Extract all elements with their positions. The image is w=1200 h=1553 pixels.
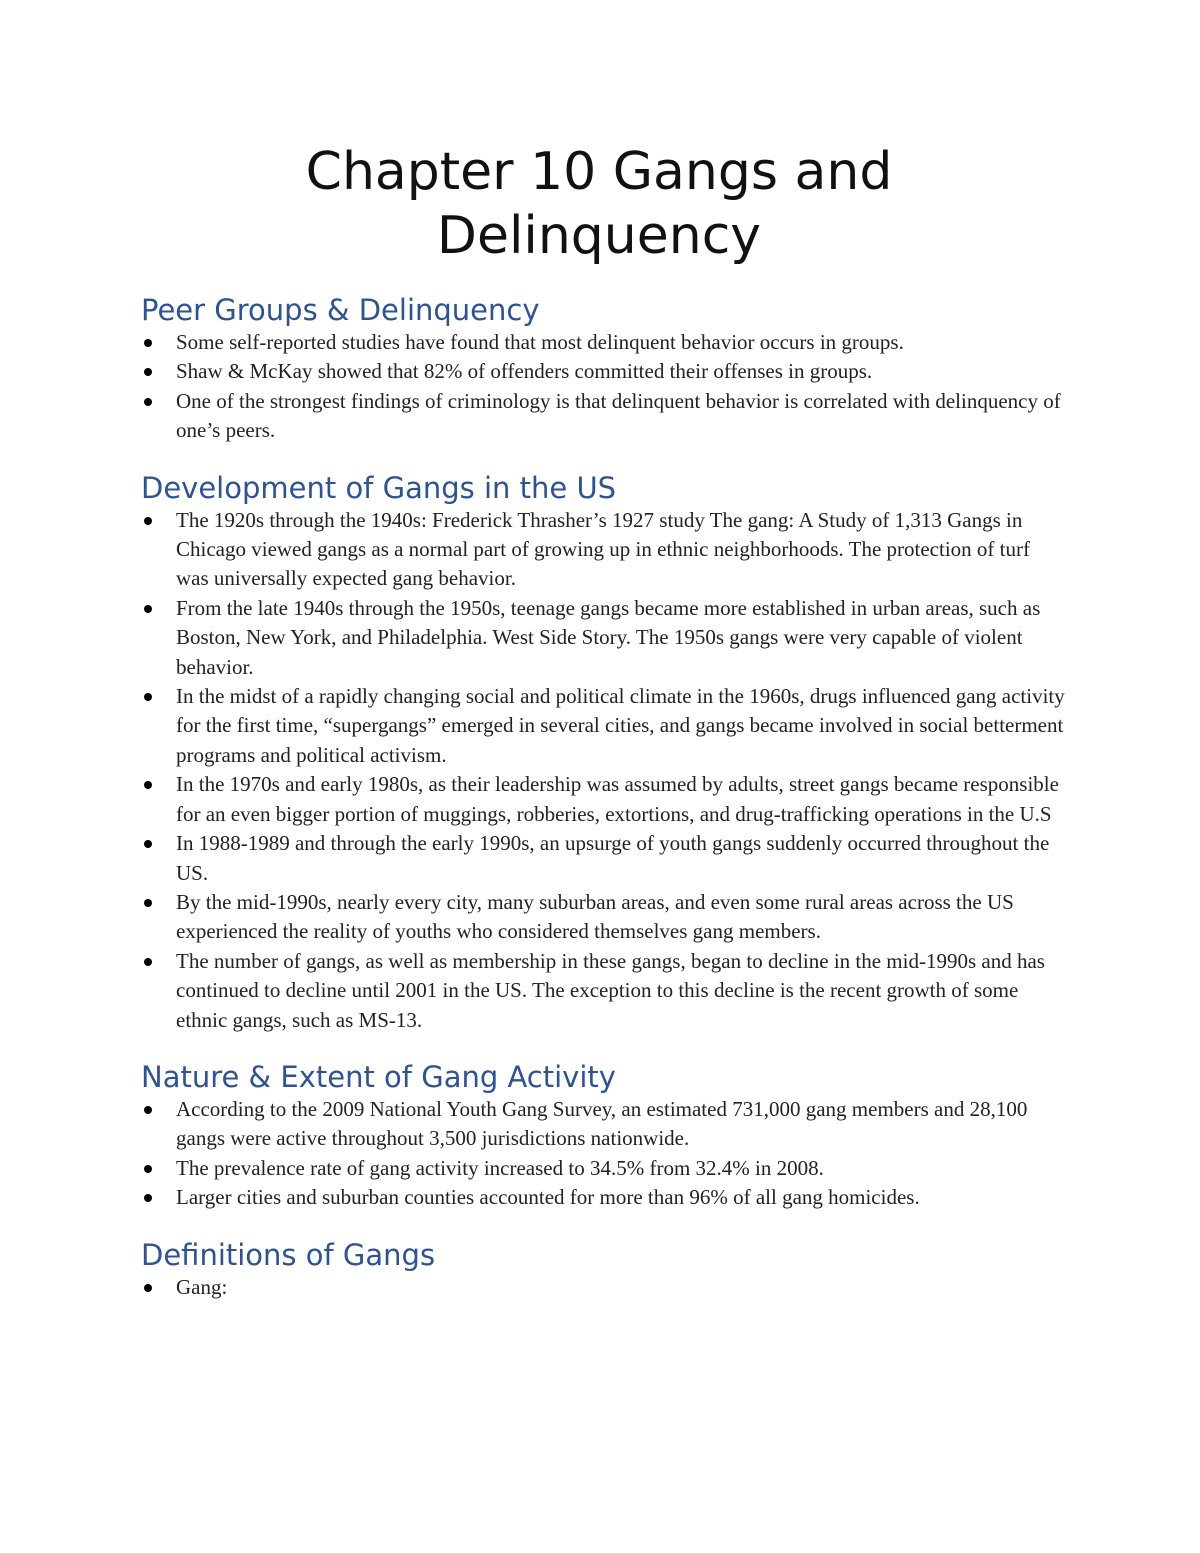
list-item-text: By the mid-1990s, nearly every city, many suburban areas, and even some rural areas across the US experienced the reality of youths who considered themselves gang members. [176,889,1014,944]
list-item-text: According to the 2009 National Youth Gang Survey, an estimated 731,000 gang members and 28,100 gangs were active throughout 3,500 jurisdictions nationwide. [176,1096,1028,1151]
list-item [141,888,1066,947]
bullet-icon [144,1194,152,1202]
bullet-icon [144,1106,152,1114]
list-item-text: In the midst of a rapidly changing social and political climate in the 1960s, drugs influenced gang activity for the first time, “supergangs” emerged in several cities, and gangs became involved in social betterment programs and political activism. [176,684,1065,767]
list-item-text: One of the strongest findings of criminology is that delinquent behavior is correlated with delinquency of one’s peers. [176,388,1061,443]
section-heading: Nature & Extent of Gang Activity [141,1059,616,1094]
bullet-icon [144,781,152,789]
section-heading: Definitions of Gangs [141,1237,436,1272]
list-item [141,357,1066,386]
list-item-text: Gang: [176,1274,228,1299]
list-item [141,594,1066,682]
list-item-text: Shaw & McKay showed that 82% of offenders committed their offenses in groups. [176,359,873,384]
list-item [141,829,1066,888]
section-nature-extent [141,1059,1066,1213]
bullet-icon [144,517,152,525]
list-item-text: In the 1970s and early 1980s, as their leadership was assumed by adults, street gangs became responsible for an even bigger portion of muggings, robberies, extortions, and drug-trafficking operations in the U.S [176,772,1059,826]
bullet-icon [144,605,152,613]
section-heading: Peer Groups & Delinquency [141,293,540,327]
bullet-icon [144,1165,152,1173]
bullet-list [141,1095,1066,1213]
list-item [141,770,1066,829]
bullet-icon [144,693,152,701]
list-item-text: The number of gangs, as well as membership in these gangs, began to decline in the mid-1990s and has continued to decline until 2001 in the US. The exception to this decline is the recent growth of some ethnic gangs, such as MS-13. [176,948,1045,1032]
document-title [141,140,1057,268]
bullet-icon [144,840,152,848]
section-development-of-gangs [141,470,1066,1035]
list-item [141,947,1066,1035]
list-item-text: The 1920s through the 1940s: Frederick Thrasher’s 1927 study The gang: A Study of 1,313 Gangs in Chicago viewed gangs as a normal part of growing up in ethnic neighborhoods. The protection of turf was universally expected gang behavior. [176,507,1030,591]
bullet-icon [144,1284,152,1292]
list-item-text: Larger cities and suburban counties accounted for more than 96% of all gang homicides. [176,1185,920,1210]
document-title-line-2: Delinquency [436,206,762,266]
list-item [141,1154,1066,1183]
section-peer-groups [141,292,1066,446]
list-item-text: From the late 1940s through the 1950s, teenage gangs became more established in urban areas, such as Boston, New York, and Philadelphia. West Side Story. The 1950s gangs were very capable of violent behavior. [176,595,1041,679]
section-heading: Development of Gangs in the US [141,470,617,505]
section-definitions [141,1237,1066,1302]
bullet-icon [144,339,152,347]
document-content [141,140,1066,1302]
list-item-text: The prevalence rate of gang activity increased to 34.5% from 32.4% in 2008. [176,1155,824,1180]
document-title-line-1: Chapter 10 Gangs and [305,142,893,202]
list-item [141,1095,1066,1154]
list-item-text: Some self-reported studies have found that most delinquent behavior occurs in groups. [176,330,904,354]
bullet-list [141,506,1066,1035]
list-item-text: In 1988-1989 and through the early 1990s, an upsurge of youth gangs suddenly occurred throughout the US. [176,831,1050,885]
bullet-icon [144,368,152,376]
bullet-icon [144,899,152,907]
list-item [141,1273,1066,1302]
list-item [141,328,1066,357]
list-item [141,1183,1066,1212]
bullet-icon [144,398,152,406]
list-item [141,506,1066,594]
list-item [141,387,1066,446]
bullet-icon [144,958,152,966]
bullet-list [141,328,1066,446]
bullet-list [141,1273,1066,1302]
list-item [141,682,1066,770]
